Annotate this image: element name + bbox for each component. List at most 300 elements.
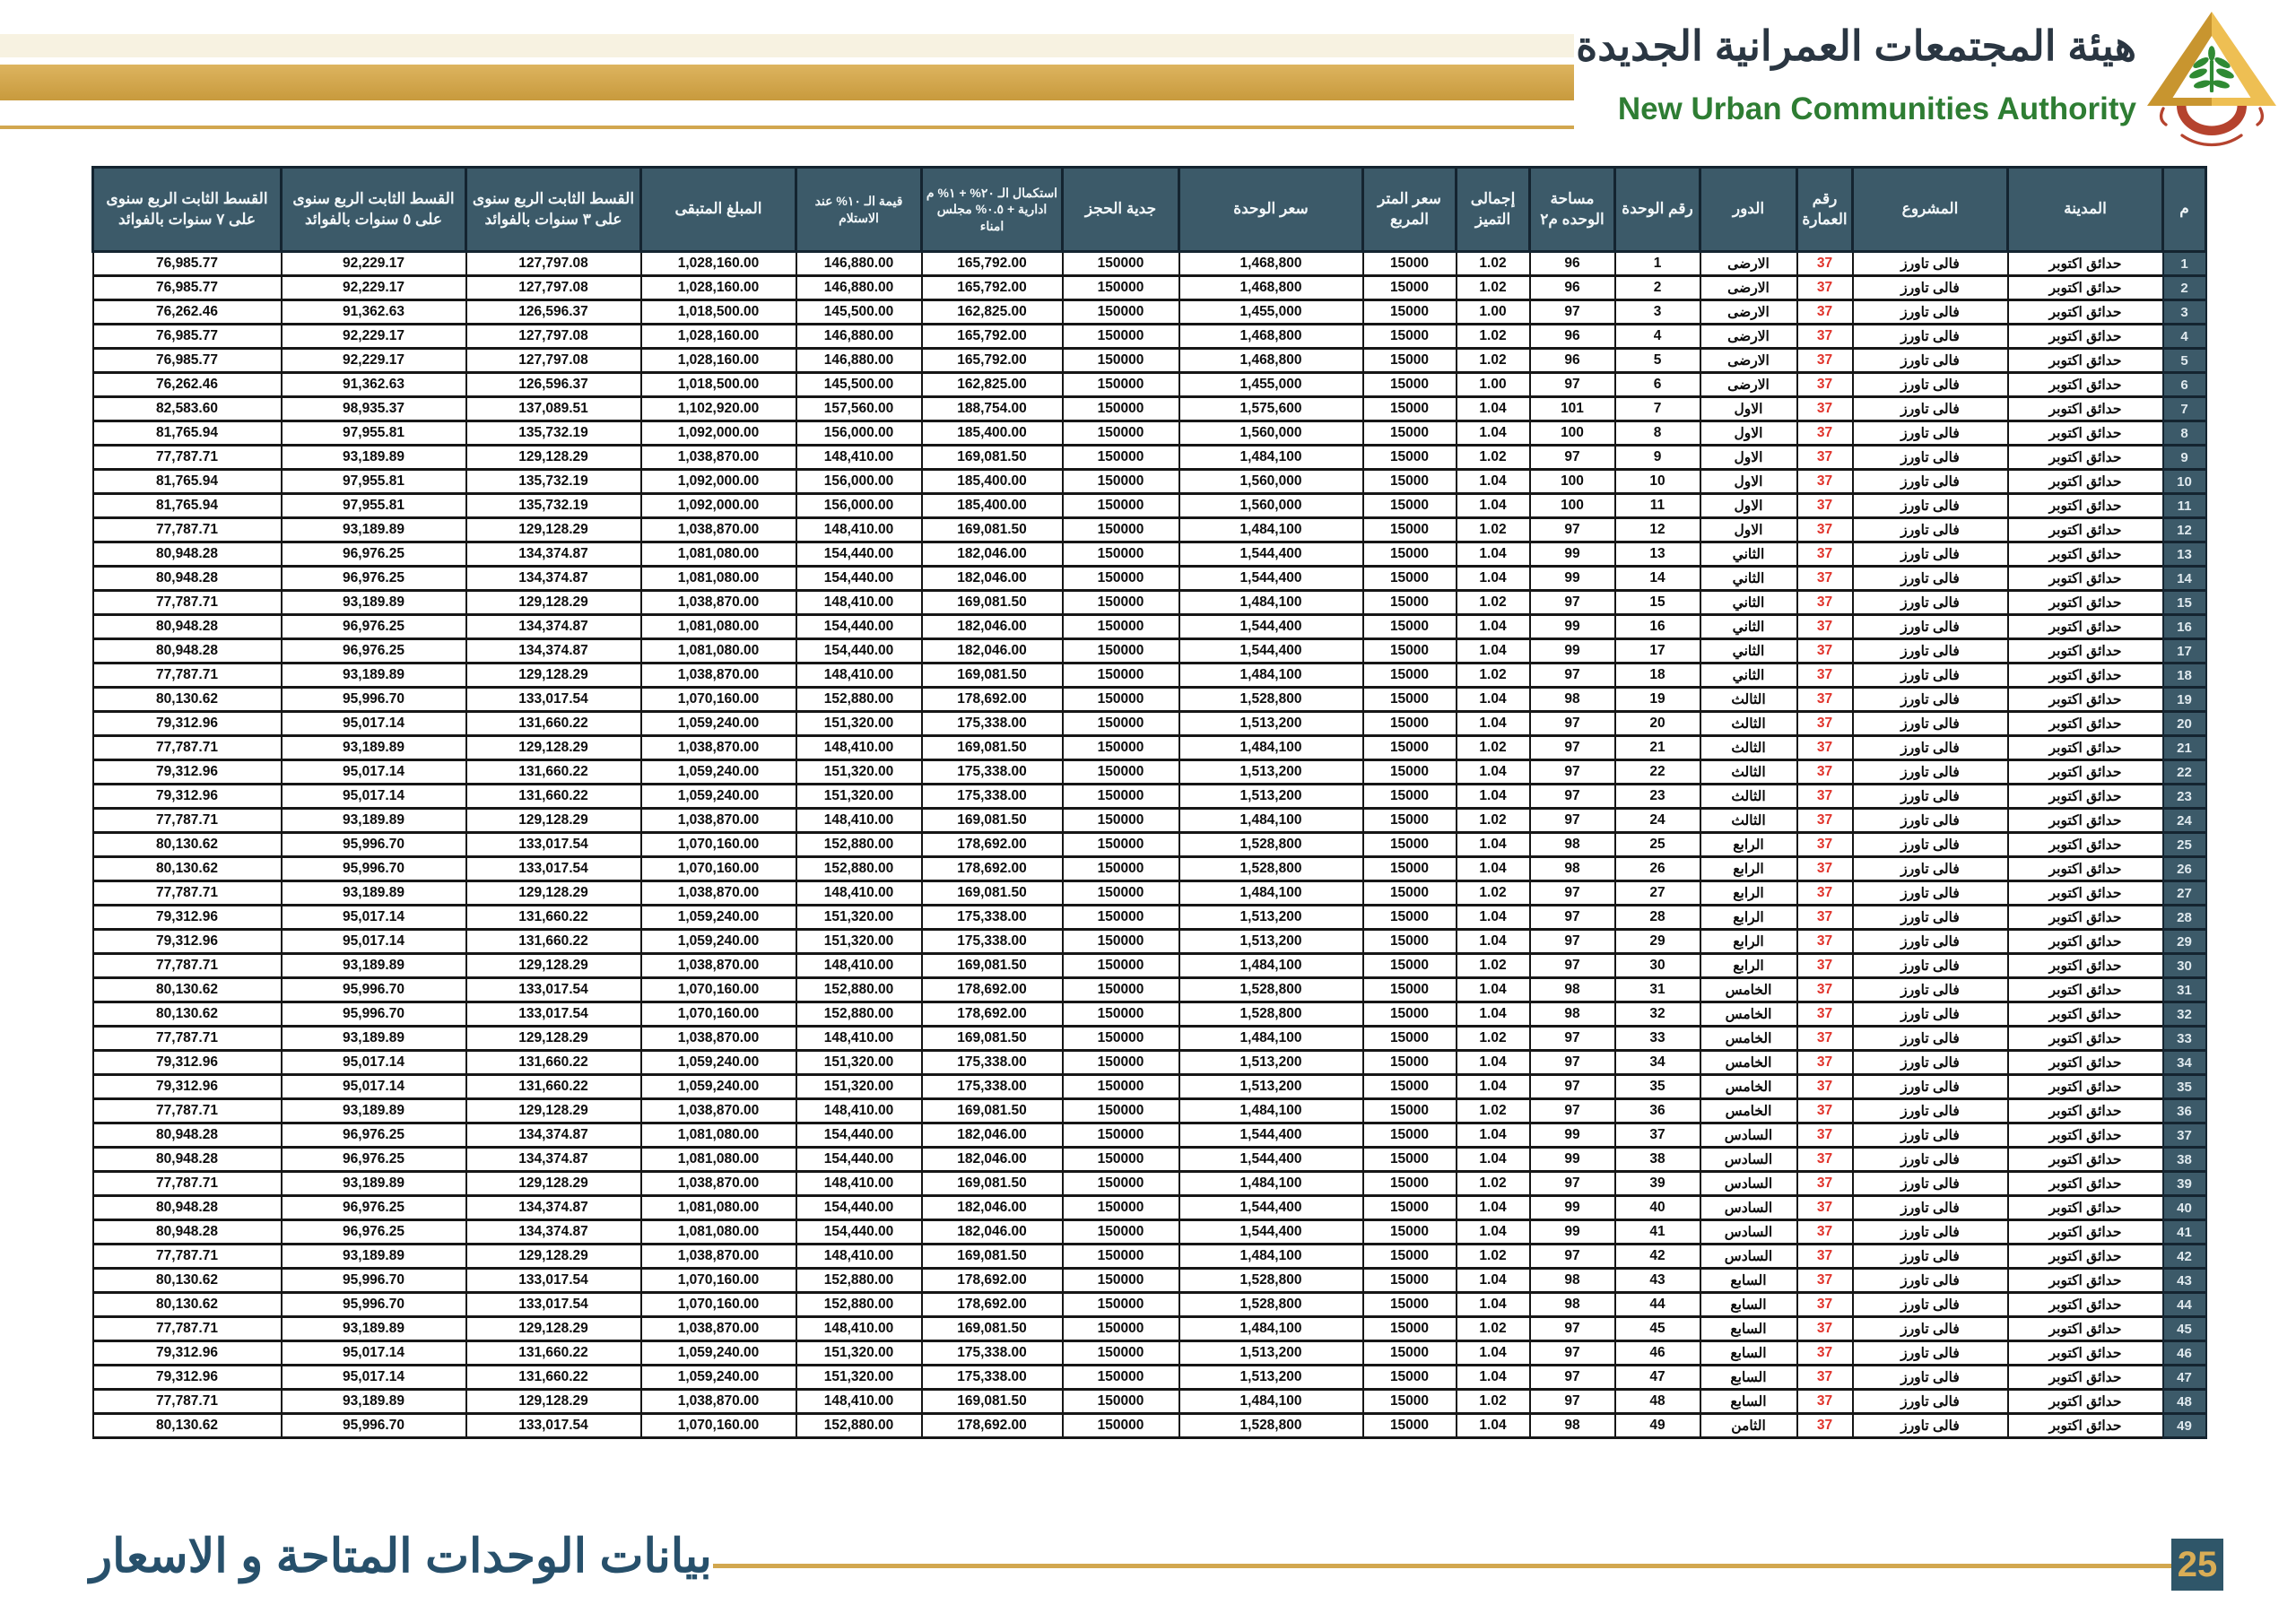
cell-installment-3y: 131,660.22 (466, 1051, 641, 1075)
cell-area-sqm: 98 (1530, 688, 1615, 712)
cell-unit-no: 15 (1615, 591, 1700, 615)
cell-booking-deposit: 150000 (1063, 1366, 1179, 1390)
cell-installment-7y: 79,312.96 (93, 1341, 282, 1366)
cell-remaining-amount: 1,070,160.00 (641, 857, 796, 881)
cell-building-no: 37 (1797, 1293, 1853, 1317)
cell-building-no: 37 (1797, 518, 1853, 542)
cell-completion-20pct: 165,792.00 (922, 252, 1063, 276)
cell-completion-20pct: 169,081.50 (922, 518, 1063, 542)
cell-unit-no: 1 (1615, 252, 1700, 276)
cell-floor: السادس (1700, 1196, 1797, 1220)
cell-area-sqm: 97 (1530, 785, 1615, 809)
cell-completion-20pct: 182,046.00 (922, 1220, 1063, 1245)
cell-completion-20pct: 169,081.50 (922, 591, 1063, 615)
cell-delivery-10pct: 154,440.00 (796, 639, 922, 664)
cell-price-per-sqm: 15000 (1363, 833, 1457, 857)
cell-installment-7y: 77,787.71 (93, 1099, 282, 1123)
cell-city: حدائق اكتوبر (2008, 615, 2163, 639)
cell-building-no: 37 (1797, 736, 1853, 760)
cell-delivery-10pct: 151,320.00 (796, 1075, 922, 1099)
table-row (93, 1027, 2206, 1051)
cell-project: فالى تاورز (1853, 276, 2008, 300)
cell-unit-price: 1,544,400 (1179, 639, 1363, 664)
table-row (93, 1341, 2206, 1366)
cell-floor: الارضى (1700, 325, 1797, 349)
table-row (93, 736, 2206, 760)
cell-project: فالى تاورز (1853, 954, 2008, 978)
cell-delivery-10pct: 146,880.00 (796, 325, 922, 349)
cell-building-no: 37 (1797, 1099, 1853, 1123)
table-row (93, 325, 2206, 349)
cell-floor: الرابع (1700, 906, 1797, 930)
cell-installment-5y: 93,189.89 (282, 809, 466, 833)
column-header-delivery-10pct: قيمة الـ ١٠% عند الاستلام (796, 168, 922, 252)
cell-installment-3y: 133,017.54 (466, 1002, 641, 1027)
cell-m: 45 (2163, 1317, 2206, 1341)
cell-installment-7y: 77,787.71 (93, 1027, 282, 1051)
table-row (93, 1269, 2206, 1293)
cell-building-no: 37 (1797, 930, 1853, 954)
cell-installment-5y: 93,189.89 (282, 1099, 466, 1123)
cell-installment-7y: 79,312.96 (93, 1366, 282, 1390)
cell-m: 2 (2163, 276, 2206, 300)
cell-floor: السابع (1700, 1366, 1797, 1390)
cell-building-no: 37 (1797, 1196, 1853, 1220)
cell-delivery-10pct: 148,410.00 (796, 518, 922, 542)
cell-delivery-10pct: 154,440.00 (796, 1220, 922, 1245)
cell-area-sqm: 97 (1530, 446, 1615, 470)
cell-building-no: 37 (1797, 760, 1853, 785)
column-header-m: م (2163, 168, 2206, 252)
cell-completion-20pct: 169,081.50 (922, 1245, 1063, 1269)
cell-unit-price: 1,513,200 (1179, 1341, 1363, 1366)
cell-unit-no: 31 (1615, 978, 1700, 1002)
cell-installment-7y: 76,262.46 (93, 300, 282, 325)
cell-installment-5y: 92,229.17 (282, 325, 466, 349)
table-row (93, 1245, 2206, 1269)
cell-installment-7y: 80,948.28 (93, 1123, 282, 1148)
cell-installment-7y: 77,787.71 (93, 881, 282, 906)
cell-floor: الرابع (1700, 881, 1797, 906)
cell-project: فالى تاورز (1853, 567, 2008, 591)
cell-price-per-sqm: 15000 (1363, 1220, 1457, 1245)
cell-price-per-sqm: 15000 (1363, 688, 1457, 712)
cell-project: فالى تاورز (1853, 906, 2008, 930)
table-row (93, 542, 2206, 567)
cell-floor: الثالث (1700, 688, 1797, 712)
cell-project: فالى تاورز (1853, 857, 2008, 881)
cell-price-per-sqm: 15000 (1363, 591, 1457, 615)
cell-premium-total: 1.02 (1457, 1172, 1530, 1196)
cell-premium-total: 1.04 (1457, 567, 1530, 591)
cell-city: حدائق اكتوبر (2008, 1172, 2163, 1196)
cell-building-no: 37 (1797, 978, 1853, 1002)
cell-remaining-amount: 1,038,870.00 (641, 954, 796, 978)
cell-installment-3y: 134,374.87 (466, 1123, 641, 1148)
cell-unit-no: 8 (1615, 421, 1700, 446)
cell-area-sqm: 99 (1530, 542, 1615, 567)
cell-unit-price: 1,484,100 (1179, 518, 1363, 542)
cell-building-no: 37 (1797, 1390, 1853, 1414)
cell-price-per-sqm: 15000 (1363, 397, 1457, 421)
cell-unit-no: 3 (1615, 300, 1700, 325)
cell-remaining-amount: 1,059,240.00 (641, 1051, 796, 1075)
cell-remaining-amount: 1,059,240.00 (641, 906, 796, 930)
cell-installment-5y: 96,976.25 (282, 639, 466, 664)
cell-delivery-10pct: 151,320.00 (796, 1366, 922, 1390)
cell-installment-5y: 91,362.63 (282, 373, 466, 397)
cell-installment-5y: 95,017.14 (282, 930, 466, 954)
cell-project: فالى تاورز (1853, 615, 2008, 639)
cell-building-no: 37 (1797, 494, 1853, 518)
cell-unit-no: 32 (1615, 1002, 1700, 1027)
cell-premium-total: 1.02 (1457, 1099, 1530, 1123)
cell-floor: الثاني (1700, 542, 1797, 567)
cell-unit-price: 1,484,100 (1179, 446, 1363, 470)
cell-floor: الثامن (1700, 1414, 1797, 1438)
cell-project: فالى تاورز (1853, 833, 2008, 857)
cell-delivery-10pct: 154,440.00 (796, 542, 922, 567)
cell-building-no: 37 (1797, 446, 1853, 470)
cell-delivery-10pct: 148,410.00 (796, 881, 922, 906)
cell-unit-no: 30 (1615, 954, 1700, 978)
cell-building-no: 37 (1797, 1172, 1853, 1196)
cell-remaining-amount: 1,018,500.00 (641, 300, 796, 325)
cell-floor: الرابع (1700, 930, 1797, 954)
cell-remaining-amount: 1,038,870.00 (641, 1172, 796, 1196)
table-row (93, 760, 2206, 785)
cell-floor: الاول (1700, 397, 1797, 421)
cell-city: حدائق اكتوبر (2008, 1220, 2163, 1245)
cell-unit-no: 45 (1615, 1317, 1700, 1341)
cell-project: فالى تاورز (1853, 664, 2008, 688)
cell-premium-total: 1.04 (1457, 1051, 1530, 1075)
cell-price-per-sqm: 15000 (1363, 1027, 1457, 1051)
cell-installment-7y: 76,985.77 (93, 252, 282, 276)
cell-installment-7y: 79,312.96 (93, 760, 282, 785)
cell-m: 6 (2163, 373, 2206, 397)
cell-delivery-10pct: 148,410.00 (796, 1099, 922, 1123)
cell-unit-price: 1,544,400 (1179, 1148, 1363, 1172)
cell-completion-20pct: 175,338.00 (922, 930, 1063, 954)
cell-city: حدائق اكتوبر (2008, 518, 2163, 542)
cell-premium-total: 1.02 (1457, 349, 1530, 373)
cell-unit-price: 1,544,400 (1179, 567, 1363, 591)
cell-installment-5y: 96,976.25 (282, 567, 466, 591)
cell-booking-deposit: 150000 (1063, 397, 1179, 421)
table-row (93, 688, 2206, 712)
cell-price-per-sqm: 15000 (1363, 1051, 1457, 1075)
cell-unit-price: 1,468,800 (1179, 349, 1363, 373)
cell-premium-total: 1.04 (1457, 688, 1530, 712)
cell-area-sqm: 98 (1530, 978, 1615, 1002)
cell-unit-price: 1,455,000 (1179, 373, 1363, 397)
cell-completion-20pct: 175,338.00 (922, 1051, 1063, 1075)
cell-project: فالى تاورز (1853, 930, 2008, 954)
cell-installment-5y: 95,017.14 (282, 1051, 466, 1075)
cell-installment-7y: 80,130.62 (93, 857, 282, 881)
cell-installment-3y: 135,732.19 (466, 470, 641, 494)
cell-price-per-sqm: 15000 (1363, 1245, 1457, 1269)
cell-unit-no: 27 (1615, 881, 1700, 906)
cell-delivery-10pct: 145,500.00 (796, 300, 922, 325)
cell-building-no: 37 (1797, 1414, 1853, 1438)
cell-installment-5y: 95,017.14 (282, 785, 466, 809)
cell-project: فالى تاورز (1853, 1269, 2008, 1293)
cell-remaining-amount: 1,028,160.00 (641, 252, 796, 276)
cell-project: فالى تاورز (1853, 518, 2008, 542)
table-row (93, 809, 2206, 833)
cell-booking-deposit: 150000 (1063, 1196, 1179, 1220)
cell-project: فالى تاورز (1853, 1196, 2008, 1220)
cell-installment-7y: 77,787.71 (93, 591, 282, 615)
cell-project: فالى تاورز (1853, 736, 2008, 760)
cell-installment-7y: 79,312.96 (93, 906, 282, 930)
page-number-badge: 25 (2171, 1539, 2223, 1591)
cell-unit-price: 1,513,200 (1179, 760, 1363, 785)
cell-city: حدائق اكتوبر (2008, 349, 2163, 373)
cell-delivery-10pct: 148,410.00 (796, 446, 922, 470)
cell-completion-20pct: 178,692.00 (922, 1269, 1063, 1293)
cell-building-no: 37 (1797, 542, 1853, 567)
cell-booking-deposit: 150000 (1063, 1269, 1179, 1293)
cell-installment-3y: 131,660.22 (466, 930, 641, 954)
table-row (93, 252, 2206, 276)
cell-floor: الثاني (1700, 567, 1797, 591)
cell-unit-no: 26 (1615, 857, 1700, 881)
cell-floor: الثالث (1700, 785, 1797, 809)
cell-remaining-amount: 1,028,160.00 (641, 276, 796, 300)
cell-unit-no: 25 (1615, 833, 1700, 857)
cell-area-sqm: 99 (1530, 567, 1615, 591)
cell-unit-price: 1,468,800 (1179, 276, 1363, 300)
cell-premium-total: 1.04 (1457, 1414, 1530, 1438)
table-row (93, 639, 2206, 664)
cell-floor: الثالث (1700, 712, 1797, 736)
cell-floor: الثالث (1700, 760, 1797, 785)
cell-m: 31 (2163, 978, 2206, 1002)
table-row (93, 421, 2206, 446)
cell-price-per-sqm: 15000 (1363, 1075, 1457, 1099)
cell-installment-5y: 93,189.89 (282, 1027, 466, 1051)
cell-completion-20pct: 162,825.00 (922, 373, 1063, 397)
cell-area-sqm: 101 (1530, 397, 1615, 421)
cell-booking-deposit: 150000 (1063, 1051, 1179, 1075)
cell-completion-20pct: 169,081.50 (922, 809, 1063, 833)
cell-installment-3y: 137,089.51 (466, 397, 641, 421)
cell-premium-total: 1.04 (1457, 494, 1530, 518)
cell-project: فالى تاورز (1853, 809, 2008, 833)
cell-remaining-amount: 1,028,160.00 (641, 349, 796, 373)
column-header-unit-price: سعر الوحدة (1179, 168, 1363, 252)
cell-delivery-10pct: 148,410.00 (796, 1245, 922, 1269)
cell-completion-20pct: 178,692.00 (922, 978, 1063, 1002)
cell-completion-20pct: 178,692.00 (922, 857, 1063, 881)
cell-completion-20pct: 182,046.00 (922, 1196, 1063, 1220)
cell-area-sqm: 100 (1530, 421, 1615, 446)
cell-price-per-sqm: 15000 (1363, 760, 1457, 785)
cell-unit-no: 37 (1615, 1123, 1700, 1148)
cell-unit-price: 1,484,100 (1179, 1172, 1363, 1196)
cell-booking-deposit: 150000 (1063, 349, 1179, 373)
cell-area-sqm: 97 (1530, 906, 1615, 930)
cell-price-per-sqm: 15000 (1363, 930, 1457, 954)
cell-remaining-amount: 1,038,870.00 (641, 881, 796, 906)
cell-delivery-10pct: 151,320.00 (796, 785, 922, 809)
cell-area-sqm: 98 (1530, 1414, 1615, 1438)
cell-city: حدائق اكتوبر (2008, 1027, 2163, 1051)
cell-delivery-10pct: 152,880.00 (796, 1002, 922, 1027)
cell-installment-7y: 79,312.96 (93, 1075, 282, 1099)
cell-remaining-amount: 1,081,080.00 (641, 615, 796, 639)
cell-installment-5y: 93,189.89 (282, 736, 466, 760)
cell-booking-deposit: 150000 (1063, 494, 1179, 518)
cell-city: حدائق اكتوبر (2008, 760, 2163, 785)
table-row (93, 1002, 2206, 1027)
cell-floor: السابع (1700, 1269, 1797, 1293)
cell-project: فالى تاورز (1853, 373, 2008, 397)
cell-installment-3y: 135,732.19 (466, 494, 641, 518)
cell-building-no: 37 (1797, 397, 1853, 421)
cell-floor: السادس (1700, 1123, 1797, 1148)
cell-building-no: 37 (1797, 954, 1853, 978)
cell-installment-5y: 95,996.70 (282, 1293, 466, 1317)
cell-building-no: 37 (1797, 1027, 1853, 1051)
cell-area-sqm: 100 (1530, 470, 1615, 494)
cell-m: 10 (2163, 470, 2206, 494)
cell-premium-total: 1.04 (1457, 712, 1530, 736)
cell-completion-20pct: 188,754.00 (922, 397, 1063, 421)
cell-delivery-10pct: 152,880.00 (796, 688, 922, 712)
cell-floor: السابع (1700, 1317, 1797, 1341)
cell-m: 21 (2163, 736, 2206, 760)
cell-unit-price: 1,484,100 (1179, 591, 1363, 615)
cell-city: حدائق اكتوبر (2008, 712, 2163, 736)
cell-premium-total: 1.04 (1457, 1075, 1530, 1099)
cell-unit-price: 1,455,000 (1179, 300, 1363, 325)
cell-installment-5y: 95,996.70 (282, 857, 466, 881)
cell-installment-3y: 133,017.54 (466, 1414, 641, 1438)
cell-installment-7y: 77,787.71 (93, 664, 282, 688)
cell-unit-no: 22 (1615, 760, 1700, 785)
cell-price-per-sqm: 15000 (1363, 518, 1457, 542)
cell-installment-3y: 133,017.54 (466, 1293, 641, 1317)
cell-remaining-amount: 1,038,870.00 (641, 809, 796, 833)
cell-price-per-sqm: 15000 (1363, 276, 1457, 300)
cell-m: 43 (2163, 1269, 2206, 1293)
cell-remaining-amount: 1,102,920.00 (641, 397, 796, 421)
cell-installment-5y: 95,996.70 (282, 1269, 466, 1293)
cell-area-sqm: 96 (1530, 276, 1615, 300)
cell-city: حدائق اكتوبر (2008, 954, 2163, 978)
cell-unit-no: 42 (1615, 1245, 1700, 1269)
cell-delivery-10pct: 154,440.00 (796, 567, 922, 591)
cell-completion-20pct: 182,046.00 (922, 639, 1063, 664)
column-header-booking-deposit: جدية الحجز (1063, 168, 1179, 252)
cell-project: فالى تاورز (1853, 397, 2008, 421)
table-row (93, 881, 2206, 906)
cell-remaining-amount: 1,070,160.00 (641, 978, 796, 1002)
cell-premium-total: 1.04 (1457, 760, 1530, 785)
cell-premium-total: 1.04 (1457, 1123, 1530, 1148)
cell-city: حدائق اكتوبر (2008, 809, 2163, 833)
cell-building-no: 37 (1797, 857, 1853, 881)
cell-installment-7y: 77,787.71 (93, 1317, 282, 1341)
cell-unit-price: 1,528,800 (1179, 833, 1363, 857)
cell-remaining-amount: 1,059,240.00 (641, 1366, 796, 1390)
cell-remaining-amount: 1,081,080.00 (641, 567, 796, 591)
cell-area-sqm: 98 (1530, 833, 1615, 857)
cell-installment-5y: 96,976.25 (282, 1220, 466, 1245)
cell-project: فالى تاورز (1853, 470, 2008, 494)
cell-installment-7y: 80,130.62 (93, 688, 282, 712)
cell-installment-3y: 131,660.22 (466, 906, 641, 930)
cell-building-no: 37 (1797, 1317, 1853, 1341)
cell-floor: السادس (1700, 1245, 1797, 1269)
cell-unit-no: 11 (1615, 494, 1700, 518)
cell-area-sqm: 97 (1530, 760, 1615, 785)
cell-unit-price: 1,484,100 (1179, 664, 1363, 688)
cell-installment-7y: 79,312.96 (93, 785, 282, 809)
cell-city: حدائق اكتوبر (2008, 373, 2163, 397)
cell-completion-20pct: 182,046.00 (922, 615, 1063, 639)
cell-delivery-10pct: 148,410.00 (796, 1390, 922, 1414)
cell-project: فالى تاورز (1853, 978, 2008, 1002)
cell-m: 26 (2163, 857, 2206, 881)
cell-unit-no: 28 (1615, 906, 1700, 930)
cell-delivery-10pct: 152,880.00 (796, 1293, 922, 1317)
cell-booking-deposit: 150000 (1063, 300, 1179, 325)
cell-installment-3y: 129,128.29 (466, 1099, 641, 1123)
cell-project: فالى تاورز (1853, 1075, 2008, 1099)
cell-city: حدائق اكتوبر (2008, 833, 2163, 857)
cell-m: 44 (2163, 1293, 2206, 1317)
cell-booking-deposit: 150000 (1063, 1220, 1179, 1245)
cell-premium-total: 1.04 (1457, 639, 1530, 664)
cell-installment-7y: 77,787.71 (93, 736, 282, 760)
table-row (93, 906, 2206, 930)
cell-project: فالى تاورز (1853, 1099, 2008, 1123)
cell-project: فالى تاورز (1853, 300, 2008, 325)
cell-unit-no: 9 (1615, 446, 1700, 470)
cell-completion-20pct: 178,692.00 (922, 1293, 1063, 1317)
cell-remaining-amount: 1,028,160.00 (641, 325, 796, 349)
cell-installment-3y: 126,596.37 (466, 300, 641, 325)
cell-installment-7y: 80,948.28 (93, 615, 282, 639)
cell-city: حدائق اكتوبر (2008, 1099, 2163, 1123)
cell-premium-total: 1.04 (1457, 397, 1530, 421)
cell-floor: الثاني (1700, 615, 1797, 639)
cell-building-no: 37 (1797, 325, 1853, 349)
cell-price-per-sqm: 15000 (1363, 1196, 1457, 1220)
cell-booking-deposit: 150000 (1063, 1075, 1179, 1099)
cell-installment-7y: 76,985.77 (93, 325, 282, 349)
cell-installment-3y: 129,128.29 (466, 1317, 641, 1341)
cell-installment-5y: 97,955.81 (282, 494, 466, 518)
cell-completion-20pct: 182,046.00 (922, 542, 1063, 567)
cell-remaining-amount: 1,092,000.00 (641, 470, 796, 494)
column-header-price-per-sqm: سعر المتر المربع (1363, 168, 1457, 252)
cell-unit-price: 1,484,100 (1179, 1027, 1363, 1051)
column-header-city: المدينة (2008, 168, 2163, 252)
cell-remaining-amount: 1,038,870.00 (641, 736, 796, 760)
cell-completion-20pct: 182,046.00 (922, 1148, 1063, 1172)
cell-installment-5y: 95,017.14 (282, 906, 466, 930)
cell-completion-20pct: 165,792.00 (922, 276, 1063, 300)
cell-installment-5y: 95,017.14 (282, 1075, 466, 1099)
cell-installment-7y: 77,787.71 (93, 1390, 282, 1414)
cell-m: 18 (2163, 664, 2206, 688)
